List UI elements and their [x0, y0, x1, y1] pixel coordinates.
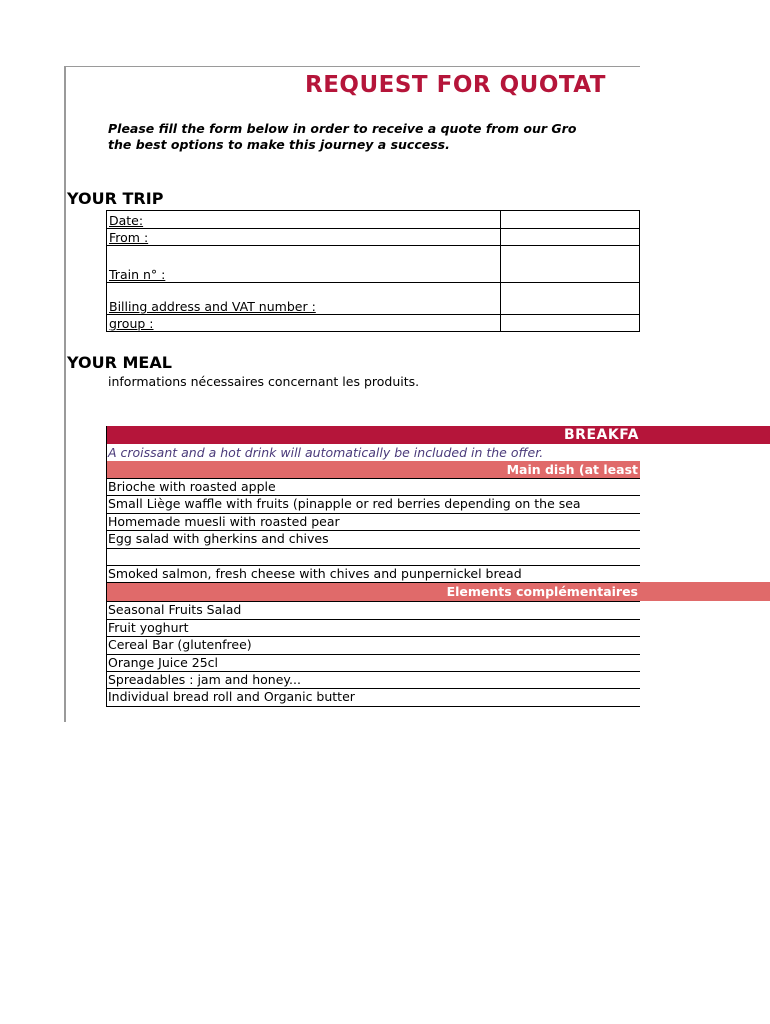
- list-item: Small Liège waffle with fruits (pinapple or red berries depending on the sea: [107, 496, 640, 513]
- table-row: [107, 229, 640, 246]
- table-row: [107, 315, 640, 332]
- intro-line-1: Please fill the form below in order to receive a quote from our Gro: [108, 121, 577, 136]
- breakfast-table: [106, 426, 640, 707]
- trip-label-billing: Billing address and VAT number :: [107, 283, 501, 315]
- list-item: Smoked salmon, fresh cheese with chives and punpernickel bread: [107, 566, 640, 583]
- main-dish-header: Main dish (at least: [107, 461, 640, 478]
- list-item: Orange Juice 25cl: [107, 655, 640, 672]
- page-title: REQUEST FOR QUOTAT: [305, 72, 606, 98]
- trip-value-date[interactable]: [501, 211, 640, 229]
- list-item: Individual bread roll and Organic butter: [107, 689, 640, 706]
- table-row: [107, 211, 640, 229]
- breakfast-header: BREAKFA: [107, 426, 640, 444]
- table-row: [107, 283, 640, 315]
- trip-value-from[interactable]: [501, 229, 640, 246]
- trip-label-from: From :: [107, 229, 501, 246]
- complementary-header-overflow: [640, 582, 770, 601]
- list-item: [107, 549, 640, 566]
- list-item: Fruit yoghurt: [107, 620, 640, 637]
- list-item: Seasonal Fruits Salad: [107, 601, 640, 619]
- trip-value-billing[interactable]: [501, 283, 640, 315]
- intro-line-2: the best options to make this journey a success.: [108, 137, 450, 152]
- trip-table: [106, 210, 640, 332]
- list-item: Brioche with roasted apple: [107, 478, 640, 496]
- trip-label-date: Date:: [107, 211, 501, 229]
- table-row: [107, 246, 640, 283]
- list-item: Homemade muesli with roasted pear: [107, 514, 640, 531]
- trip-label-train: Train n° :: [107, 246, 501, 283]
- complementary-header: Elements complémentaires: [107, 583, 640, 601]
- your-meal-heading: YOUR MEAL: [67, 353, 172, 372]
- your-trip-heading: YOUR TRIP: [67, 189, 164, 208]
- breakfast-header-overflow: [640, 426, 770, 444]
- breakfast-note: A croissant and a hot drink will automatically be included in the offer.: [108, 445, 544, 460]
- list-item: Spreadables : jam and honey...: [107, 672, 640, 689]
- list-item: Cereal Bar (glutenfree): [107, 637, 640, 654]
- list-item: Egg salad with gherkins and chives: [107, 531, 640, 548]
- trip-value-train[interactable]: [501, 246, 640, 283]
- meal-note: informations nécessaires concernant les produits.: [108, 374, 420, 389]
- trip-label-group: group :: [107, 315, 501, 332]
- trip-value-group[interactable]: [501, 315, 640, 332]
